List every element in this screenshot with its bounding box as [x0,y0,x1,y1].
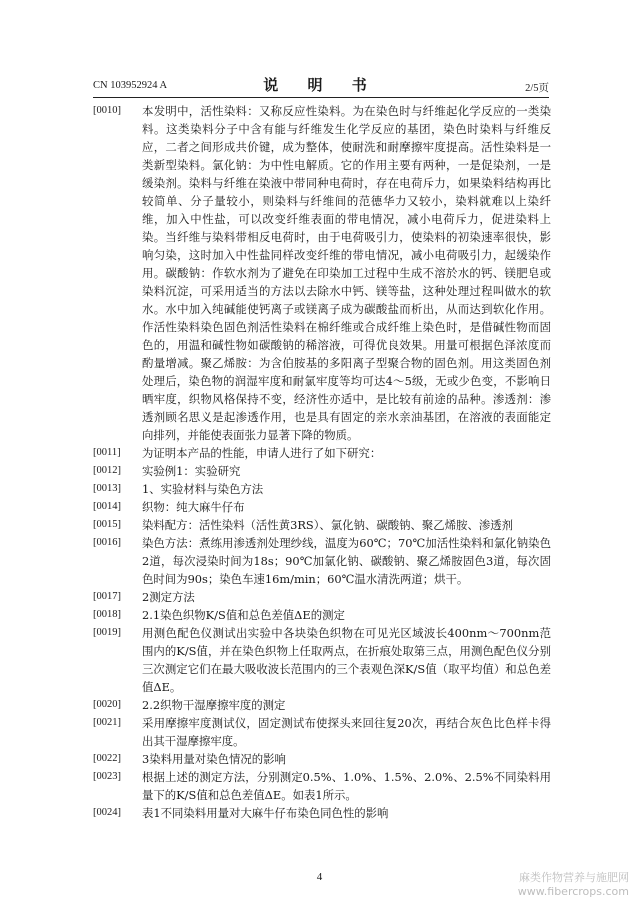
paragraph-number: [0010] [93,105,121,116]
page-header [93,74,549,96]
page-number: 4 [316,871,323,883]
paragraph-text: 染料配方：活性染料（活性黄3RS）、氯化钠、碳酸钠、聚乙烯胺、渗透剂 [142,518,514,532]
paragraph-number: [0014] [93,501,121,512]
paragraph-number: [0018] [93,609,121,620]
paragraph-number: [0012] [93,465,121,476]
paragraph [93,714,551,750]
document-title: 说 明 书 [263,76,379,94]
paragraph [93,462,551,480]
paragraph [93,588,551,606]
paragraph-text: 为证明本产品的性能，申请人进行了如下研究： [142,446,382,460]
paragraph-number: [0017] [93,591,121,602]
paragraph-number: [0015] [93,519,121,530]
paragraph-text: 织物：纯大麻牛仔布 [142,500,245,514]
paragraph-text: 采用摩擦牢度测试仪，固定测试布使探头来回往复20次，再结合灰色比色样卡得出其干湿摩擦牢度。 [142,716,551,748]
watermark-line-1: 麻类作物营养与施肥网 [519,871,629,884]
paragraph-text: 2测定方法 [142,590,195,604]
paragraph-text: 2.1染色织物K/S值和总色差值ΔE的测定 [142,608,345,622]
paragraph-text: 用测色配色仪测试出实验中各块染色织物在可见光区域波长400nm～700nm范围内的K/S值，并在染色织物上任取两点，在折痕处取第三点，用测色配色仪分别三次测定它们在最大吸收波长范围内的三个表观色深K/S值（取平均值）和总色差值ΔE。 [142,626,551,694]
header-rule [93,97,549,98]
paragraph-text: 2.2织物干湿摩擦牢度的测定 [142,698,286,712]
paragraph-number: [0016] [93,537,121,548]
paragraph-text: 1、实验材料与染色方法 [142,482,264,496]
paragraph [93,534,551,588]
paragraph-number: [0021] [93,717,121,728]
paragraph-text: 表1不同染料用量对大麻牛仔布染色同色性的影响 [142,806,389,820]
paragraph [93,480,551,498]
paragraph-text: 染色方法：煮练用渗透剂处理纱线，温度为60℃；70℃加活性染料和氯化钠染色2道，每次浸染时间为18s；90℃加氯化钠、碳酸钠、聚乙烯胺固色3道，每次固色时间为90s；染色车速16m/min；60℃温水清洗两道；烘干。 [142,536,551,586]
paragraph-number: [0019] [93,627,121,638]
paragraph-number: [0020] [93,699,121,710]
paragraph-text: 根据上述的测定方法，分别测定0.5%、1.0%、1.5%、2.0%、2.5%不同染料用量下的K/S值和总色差值ΔE。如表1所示。 [142,770,551,802]
paragraph [93,750,551,768]
paragraph-number: [0024] [93,807,121,818]
paragraph [93,498,551,516]
page-indicator: 2/5页 [525,83,549,94]
watermark [518,871,629,899]
paragraph [93,606,551,624]
paragraph [93,804,551,822]
paragraph [93,696,551,714]
watermark-line-2: www.fibercrops.com [517,885,629,898]
paragraph [93,444,551,462]
paragraph [93,768,551,804]
paragraph-number: [0022] [93,753,121,764]
paragraph [93,516,551,534]
paragraph-text: 本发明中，活性染料：又称反应性染料。为在染色时与纤维起化学反应的一类染料。这类染料分子中含有能与纤维发生化学反应的基团，染色时染料与纤维反应，二者之间形成共价键，成为整体，使耐洗和耐摩擦牢度提高。活性染料是一类新型染料。氯化钠：为中性电解质。它的作用主要有两种，一是促染剂，一是缓染剂。染料与纤维在染液中带同种电荷时，存在电荷斥力，如果染料结构再比较简单、分子量较小，则染料与纤维间的范德华力又较小，染料就难以上染纤维，加入中性盐，可以改变纤维表面的带电情况，减小电荷斥力，促进染料上染。当纤维与染料带相反电荷时，由于电荷吸引力，使染料的初染速率很快，影响匀染，这时加入中性盐同样改变纤维的带电情况，减小电荷吸引力，起缓染作用。碳酸钠：作软水剂为了避免在印染加工过程中生成不溶於水的钙、镁肥皂或染料沉淀，可采用适当的方法以去除水中钙、镁等盐，这种处理过程叫做水的软水。水中加入纯碱能使钙离子或镁离子成为碳酸盐而析出，从而达到软化作用。作活性染料染色固色剂活性染料在棉纤维或合成纤维上染色时，是借碱性物而固色的，用温和碱性物如碳酸钠的稀溶液，可得优良效果。用量可根据色泽浓度而酌量增减。聚乙烯胺：为含伯胺基的多阳离子型聚合物的固色剂。用这类固色剂处理后，染色物的润湿牢度和耐氯牢度等均可达4～5级，无或少色变，不影响日晒牢度，织物风格保持不变，经济性亦适中，是比较有前途的品种。渗透剂：渗透剂顾名思义是起渗透作用，也是具有固定的亲水亲油基团，在溶液的表面能定向排列，并能使表面张力显著下降的物质。 [142,104,551,442]
paragraph-text: 实验例1：实验研究 [142,464,241,478]
paragraph-number: [0023] [93,771,121,782]
paragraph-number: [0013] [93,483,121,494]
document-number: CN 103952924 A [93,80,168,91]
document-body [93,102,551,822]
paragraph [93,102,551,444]
paragraph-text: 3染料用量对染色情况的影响 [142,752,286,766]
paragraph [93,624,551,696]
paragraph-number: [0011] [93,447,121,458]
